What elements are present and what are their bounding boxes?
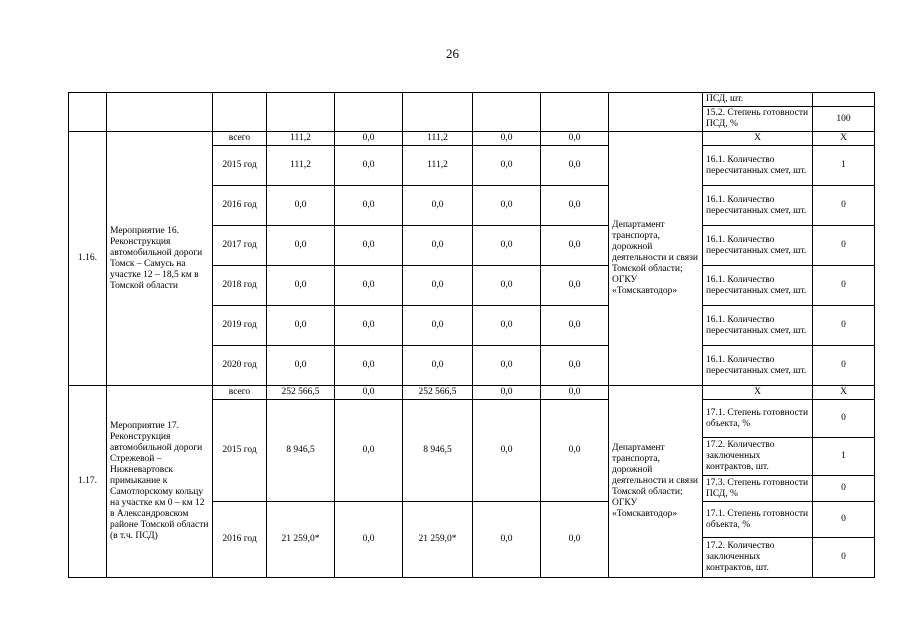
funding-c5: 0,0 bbox=[541, 502, 609, 578]
indicator-cell: 17.1. Степень готовности объекта, % bbox=[703, 400, 813, 438]
period-label: 2018 год bbox=[213, 266, 267, 306]
indicator-cell: 16.1. Количество пересчитанных смет, шт. bbox=[703, 186, 813, 226]
page-number: 26 bbox=[446, 46, 459, 61]
activity-name: Мероприятие 17. Реконструкция автомобильной дороги Стрежевой – Нижневартовск примыкание к Самотлорскому кольцу на участке км 0 – км 12 в Александровском районе Томской области (в т.ч. ПСД) bbox=[107, 386, 213, 578]
funding-c3: 252 566,5 bbox=[403, 386, 473, 400]
period-label: 2015 год bbox=[213, 400, 267, 502]
funding-c4: 0,0 bbox=[473, 132, 541, 146]
funding-c1: 252 566,5 bbox=[267, 386, 335, 400]
indicator-cell: 16.1. Количество пересчитанных смет, шт. bbox=[703, 266, 813, 306]
funding-c3: 21 259,0* bbox=[403, 502, 473, 578]
indicator-value: 0 bbox=[813, 538, 875, 578]
indicator-value: 0 bbox=[813, 226, 875, 266]
indicator-value: 0 bbox=[813, 306, 875, 346]
indicator-cell: 16.1. Количество пересчитанных смет, шт. bbox=[703, 346, 813, 386]
period-label: 2020 год bbox=[213, 346, 267, 386]
indicator-cell: ПСД, шт. bbox=[703, 93, 813, 107]
funding-c3: 0,0 bbox=[403, 186, 473, 226]
funding-c5: 0,0 bbox=[541, 226, 609, 266]
funding-c4: 0,0 bbox=[473, 226, 541, 266]
indicator-value: 1 bbox=[813, 146, 875, 186]
indicator-value: 100 bbox=[813, 107, 875, 132]
funding-c1: 0,0 bbox=[267, 346, 335, 386]
period-label: 2019 год bbox=[213, 306, 267, 346]
funding-c4: 0,0 bbox=[473, 146, 541, 186]
funding-c1: 8 946,5 bbox=[267, 400, 335, 502]
total-row bbox=[69, 132, 875, 146]
funding-c1: 0,0 bbox=[267, 306, 335, 346]
funding-c2: 0,0 bbox=[335, 226, 403, 266]
activity-name: Мероприятие 16. Реконструкция автомобильной дороги Томск – Самусь на участке 12 – 18,5 км в Томской области bbox=[107, 132, 213, 386]
funding-c1: 0,0 bbox=[267, 266, 335, 306]
period-label: всего bbox=[213, 132, 267, 146]
funding-c2: 0,0 bbox=[335, 306, 403, 346]
period-label: 2016 год bbox=[213, 186, 267, 226]
funding-c3: 111,2 bbox=[403, 146, 473, 186]
period-label: 2016 год bbox=[213, 502, 267, 578]
funding-c1: 111,2 bbox=[267, 146, 335, 186]
funding-c4: 0,0 bbox=[473, 502, 541, 578]
funding-c2: 0,0 bbox=[335, 346, 403, 386]
funding-c5: 0,0 bbox=[541, 346, 609, 386]
funding-c4: 0,0 bbox=[473, 346, 541, 386]
indicator-cell: 16.1. Количество пересчитанных смет, шт. bbox=[703, 226, 813, 266]
funding-c4: 0,0 bbox=[473, 306, 541, 346]
indicator-cell: 17.2. Количество заключенных контрактов, шт. bbox=[703, 438, 813, 476]
funding-c2: 0,0 bbox=[335, 266, 403, 306]
funding-c2: 0,0 bbox=[335, 186, 403, 226]
period-label: 2015 год bbox=[213, 146, 267, 186]
funding-c1: 0,0 bbox=[267, 226, 335, 266]
indicator-cell: 17.3. Степень готовности ПСД, % bbox=[703, 476, 813, 502]
indicator-value: 0 bbox=[813, 266, 875, 306]
indicator-value: Х bbox=[813, 386, 875, 400]
funding-c3: 0,0 bbox=[403, 226, 473, 266]
funding-c5: 0,0 bbox=[541, 146, 609, 186]
funding-c2: 0,0 bbox=[335, 132, 403, 146]
program-table bbox=[68, 92, 875, 578]
funding-c3: 111,2 bbox=[403, 132, 473, 146]
funding-c3: 0,0 bbox=[403, 306, 473, 346]
funding-c4: 0,0 bbox=[473, 266, 541, 306]
indicator-value: 1 bbox=[813, 438, 875, 476]
funding-c5: 0,0 bbox=[541, 306, 609, 346]
executor-cell: Департамент транспорта, дорожной деятельности и связи Томской области; ОГКУ «Томскавтодор» bbox=[609, 132, 703, 386]
activity-number: 1.17. bbox=[69, 386, 107, 578]
indicator-cell: Х bbox=[703, 132, 813, 146]
funding-c1: 0,0 bbox=[267, 186, 335, 226]
indicator-value: 0 bbox=[813, 502, 875, 538]
funding-c3: 0,0 bbox=[403, 266, 473, 306]
indicator-cell: 17.1. Степень готовности объекта, % bbox=[703, 502, 813, 538]
indicator-value: 0 bbox=[813, 346, 875, 386]
funding-c3: 8 946,5 bbox=[403, 400, 473, 502]
indicator-value: 0 bbox=[813, 476, 875, 502]
funding-c2: 0,0 bbox=[335, 386, 403, 400]
funding-c5: 0,0 bbox=[541, 386, 609, 400]
funding-c4: 0,0 bbox=[473, 400, 541, 502]
indicator-cell: 17.2. Количество заключенных контрактов, шт. bbox=[703, 538, 813, 578]
indicator-cell: 16.1. Количество пересчитанных смет, шт. bbox=[703, 146, 813, 186]
funding-c5: 0,0 bbox=[541, 132, 609, 146]
funding-c4: 0,0 bbox=[473, 386, 541, 400]
carryover-row bbox=[69, 93, 875, 107]
period-label: 2017 год bbox=[213, 226, 267, 266]
funding-c5: 0,0 bbox=[541, 400, 609, 502]
indicator-cell: Х bbox=[703, 386, 813, 400]
indicator-value: 0 bbox=[813, 186, 875, 226]
funding-c1: 111,2 bbox=[267, 132, 335, 146]
funding-c5: 0,0 bbox=[541, 186, 609, 226]
funding-c2: 0,0 bbox=[335, 502, 403, 578]
funding-c5: 0,0 bbox=[541, 266, 609, 306]
indicator-cell: 15.2. Степень готовности ПСД, % bbox=[703, 107, 813, 132]
indicator-cell: 16.1. Количество пересчитанных смет, шт. bbox=[703, 306, 813, 346]
indicator-value: Х bbox=[813, 132, 875, 146]
activity-number: 1.16. bbox=[69, 132, 107, 386]
total-row bbox=[69, 386, 875, 400]
funding-c2: 0,0 bbox=[335, 146, 403, 186]
funding-c4: 0,0 bbox=[473, 186, 541, 226]
funding-c2: 0,0 bbox=[335, 400, 403, 502]
funding-c3: 0,0 bbox=[403, 346, 473, 386]
executor-cell: Департамент транспорта, дорожной деятельности и связи Томской области; ОГКУ «Томскавтодор» bbox=[609, 386, 703, 578]
indicator-value: 0 bbox=[813, 400, 875, 438]
period-label: всего bbox=[213, 386, 267, 400]
funding-c1: 21 259,0* bbox=[267, 502, 335, 578]
